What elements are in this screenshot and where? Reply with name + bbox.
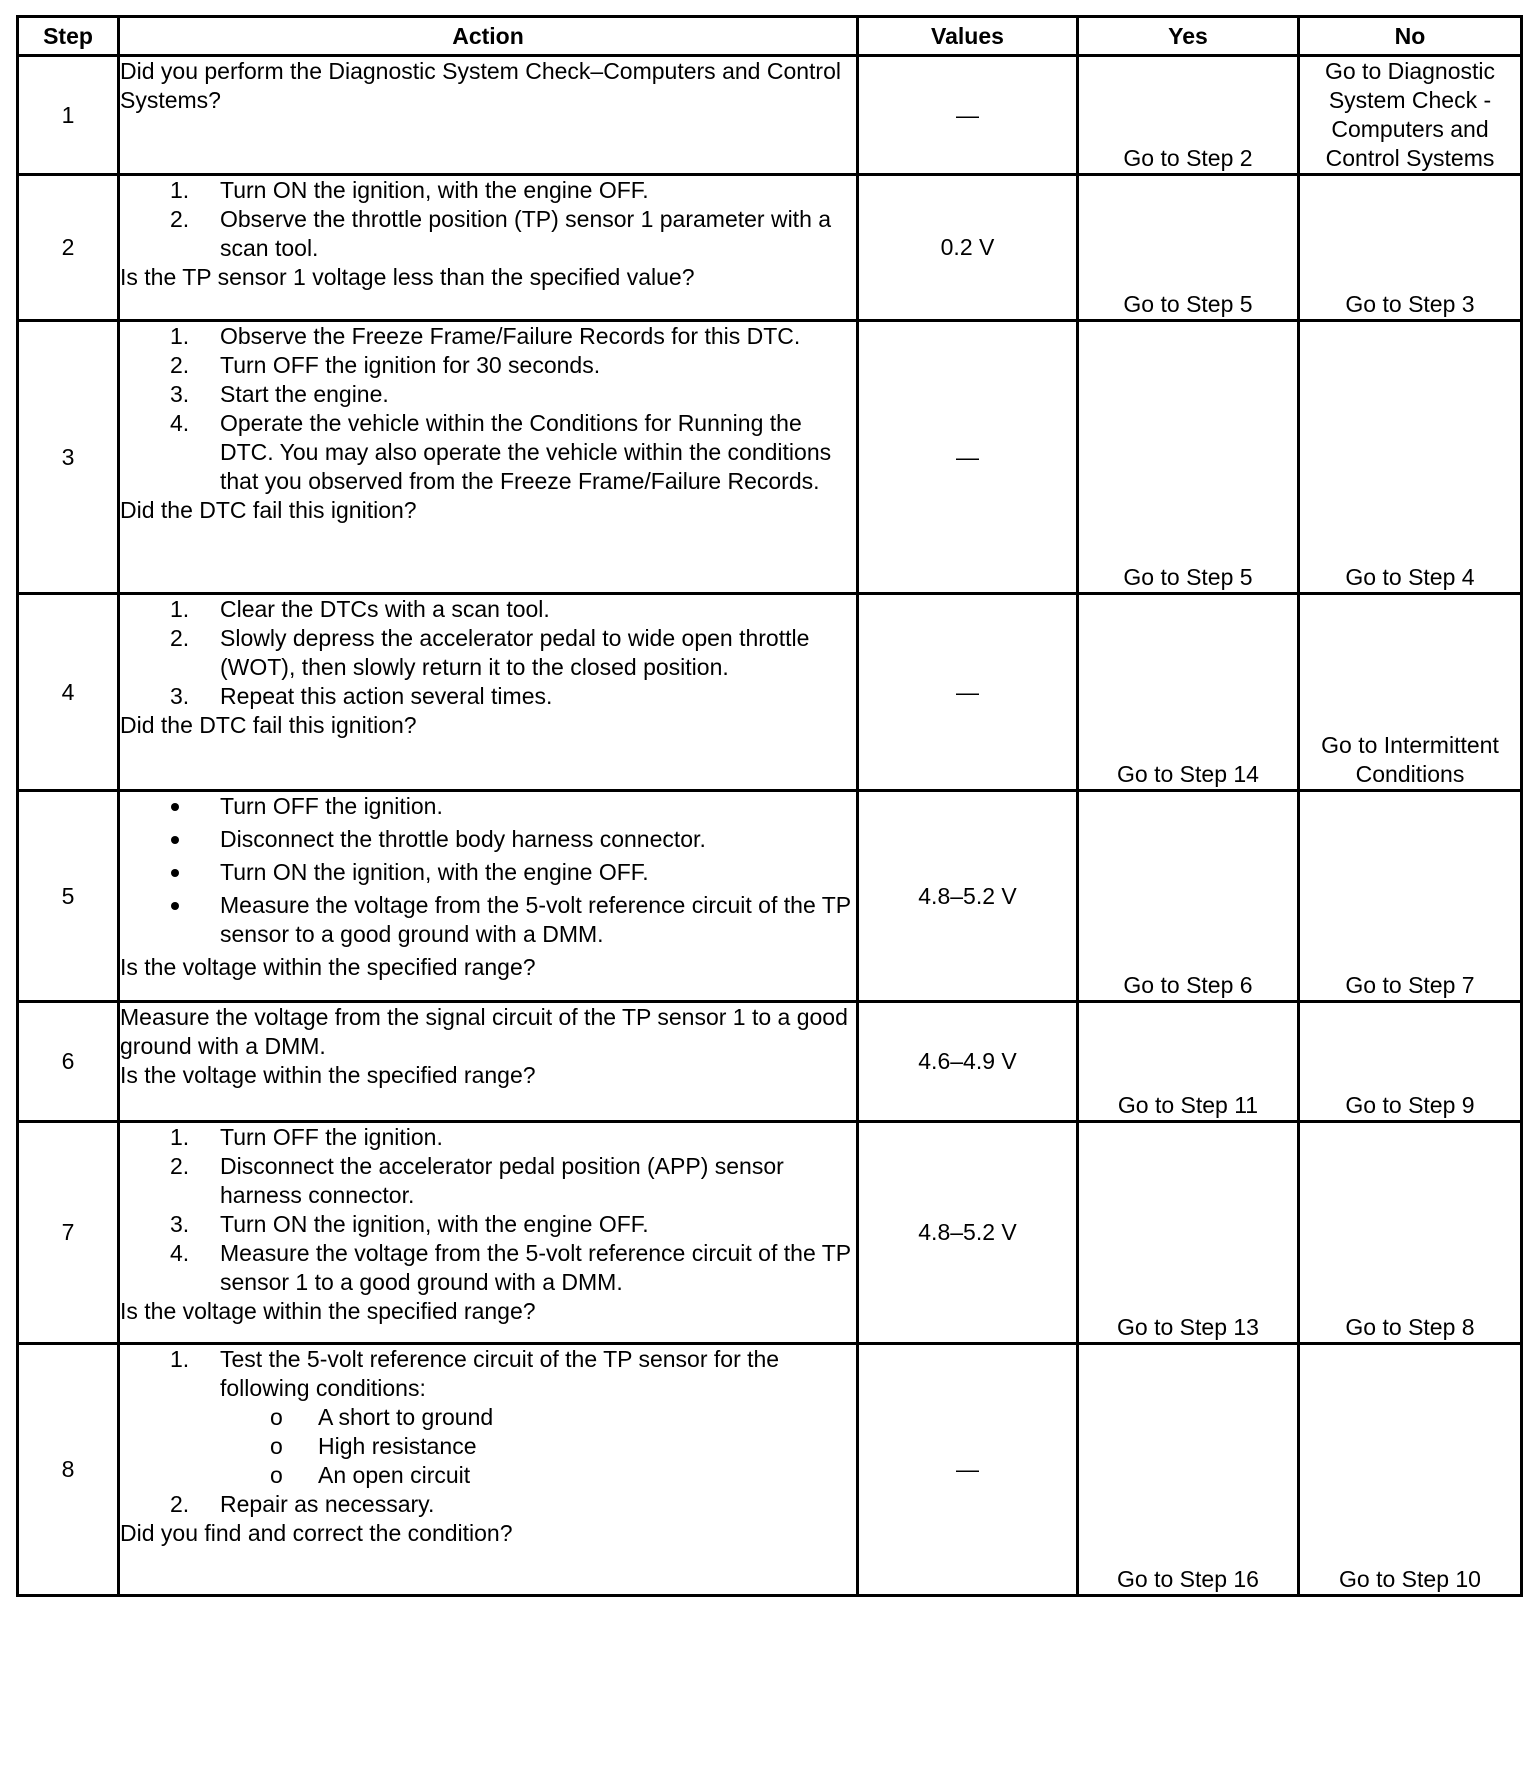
list-item: Turn ON the ignition, with the engine OFF. — [120, 858, 856, 887]
list-item: 2. Turn OFF the ignition for 30 seconds. — [170, 352, 601, 378]
yes-cell: Go to Step 16 — [1078, 1344, 1299, 1596]
no-cell: Go to Step 10 — [1299, 1344, 1522, 1596]
value-cell: 4.8–5.2 V — [858, 791, 1078, 1002]
action-cell — [119, 791, 858, 1002]
condition-list — [120, 1403, 856, 1490]
step-number: 2 — [18, 175, 119, 321]
value-cell: — — [858, 1344, 1078, 1596]
list-item: 1. Observe the Freeze Frame/Failure Records for this DTC. — [170, 323, 801, 349]
bullet-icon — [171, 869, 179, 877]
header-yes: Yes — [1078, 17, 1299, 56]
table-row — [18, 1344, 1522, 1596]
table-row — [18, 56, 1522, 175]
list-item: Measure the voltage from the 5-volt reference circuit of the TP sensor to a good ground with a DMM. — [120, 891, 856, 949]
list-item: 4. Operate the vehicle within the Conditions for Running the DTC. You may also operate the vehicle within the conditions that you observed from the Freeze Frame/Failure Records. — [170, 410, 832, 494]
list-item: 1. Turn ON the ignition, with the engine OFF. — [170, 177, 649, 203]
action-question: Did you find and correct the condition? — [120, 1520, 513, 1546]
header-no: No — [1299, 17, 1522, 56]
list-item: 2. Disconnect the accelerator pedal position (APP) sensor harness connector. — [170, 1153, 784, 1208]
value-cell: — — [858, 56, 1078, 175]
action-cell — [119, 1122, 858, 1344]
list-item: o A short to ground — [270, 1404, 494, 1430]
action-cell — [119, 321, 858, 594]
bullet-icon — [171, 836, 179, 844]
no-cell: Go to Step 3 — [1299, 175, 1522, 321]
header-values: Values — [858, 17, 1078, 56]
action-question: Did the DTC fail this ignition? — [120, 712, 417, 738]
diagnostic-table — [16, 15, 1523, 1597]
step-number: 6 — [18, 1002, 119, 1122]
action-cell — [119, 594, 858, 791]
action-text: Measure the voltage from the signal circuit of the TP sensor 1 to a good ground with a DMM. — [120, 1004, 848, 1059]
header-action: Action — [119, 17, 858, 56]
header-step: Step — [18, 17, 119, 56]
step-number: 3 — [18, 321, 119, 594]
table-row — [18, 1122, 1522, 1344]
step-number: 4 — [18, 594, 119, 791]
list-item: Turn OFF the ignition. — [120, 792, 856, 821]
table-row — [18, 321, 1522, 594]
instruction-list — [120, 595, 856, 711]
step-number: 8 — [18, 1344, 119, 1596]
action-cell — [119, 1002, 858, 1122]
yes-cell: Go to Step 5 — [1078, 321, 1299, 594]
list-item: 3. Start the engine. — [170, 381, 389, 407]
step-number: 7 — [18, 1122, 119, 1344]
value-cell: 4.6–4.9 V — [858, 1002, 1078, 1122]
list-item: 1. Turn OFF the ignition. — [170, 1124, 443, 1150]
list-item: 1. Clear the DTCs with a scan tool. — [170, 596, 550, 622]
yes-cell: Go to Step 5 — [1078, 175, 1299, 321]
action-question: Is the voltage within the specified range? — [120, 1062, 536, 1088]
table-row — [18, 791, 1522, 1002]
instruction-list — [120, 1123, 856, 1297]
yes-cell: Go to Step 11 — [1078, 1002, 1299, 1122]
value-cell: 4.8–5.2 V — [858, 1122, 1078, 1344]
yes-cell: Go to Step 14 — [1078, 594, 1299, 791]
bullet-icon — [171, 803, 179, 811]
action-question: Did the DTC fail this ignition? — [120, 497, 417, 523]
no-cell: Go to Diagnostic System Check - Computers and Control Systems — [1299, 56, 1522, 175]
value-cell: 0.2 V — [858, 175, 1078, 321]
table-row — [18, 1002, 1522, 1122]
list-item: 3. Repeat this action several times. — [170, 683, 553, 709]
bullet-icon — [171, 902, 179, 910]
no-cell: Go to Step 7 — [1299, 791, 1522, 1002]
list-item: 3. Turn ON the ignition, with the engine OFF. — [170, 1211, 649, 1237]
step-number: 1 — [18, 56, 119, 175]
list-item: o An open circuit — [270, 1462, 471, 1488]
no-cell: Go to Intermittent Conditions — [1299, 594, 1522, 791]
instruction-list — [120, 322, 856, 496]
list-item: 2. Repair as necessary. — [170, 1491, 435, 1517]
action-cell — [119, 1344, 858, 1596]
action-question: Is the TP sensor 1 voltage less than the specified value? — [120, 264, 695, 290]
step-number: 5 — [18, 791, 119, 1002]
value-cell: — — [858, 594, 1078, 791]
header-row — [18, 17, 1522, 56]
yes-cell: Go to Step 2 — [1078, 56, 1299, 175]
action-text: Did you perform the Diagnostic System Check–Computers and Control Systems? — [120, 58, 841, 113]
no-cell: Go to Step 8 — [1299, 1122, 1522, 1344]
instruction-list — [120, 1490, 856, 1519]
table-row — [18, 594, 1522, 791]
yes-cell: Go to Step 13 — [1078, 1122, 1299, 1344]
value-cell: — — [858, 321, 1078, 594]
list-item: 1. Test the 5-volt reference circuit of the TP sensor for the following conditions: — [170, 1346, 780, 1401]
list-item: 2. Slowly depress the accelerator pedal to wide open throttle (WOT), then slowly return it to the closed position. — [170, 625, 810, 680]
list-item: 2. Observe the throttle position (TP) sensor 1 parameter with a scan tool. — [170, 206, 832, 261]
list-item: Disconnect the throttle body harness connector. — [120, 825, 856, 854]
no-cell: Go to Step 4 — [1299, 321, 1522, 594]
action-cell — [119, 56, 858, 175]
table-row — [18, 175, 1522, 321]
action-question: Is the voltage within the specified range? — [120, 1298, 536, 1324]
instruction-list — [120, 176, 856, 263]
yes-cell: Go to Step 6 — [1078, 791, 1299, 1002]
action-question: Is the voltage within the specified range? — [120, 954, 536, 980]
list-item: o High resistance — [270, 1433, 477, 1459]
list-item: 4. Measure the voltage from the 5-volt reference circuit of the TP sensor 1 to a good ground with a DMM. — [170, 1240, 851, 1295]
action-cell — [119, 175, 858, 321]
instruction-list — [120, 1345, 856, 1403]
bullet-list — [120, 792, 856, 953]
no-cell: Go to Step 9 — [1299, 1002, 1522, 1122]
